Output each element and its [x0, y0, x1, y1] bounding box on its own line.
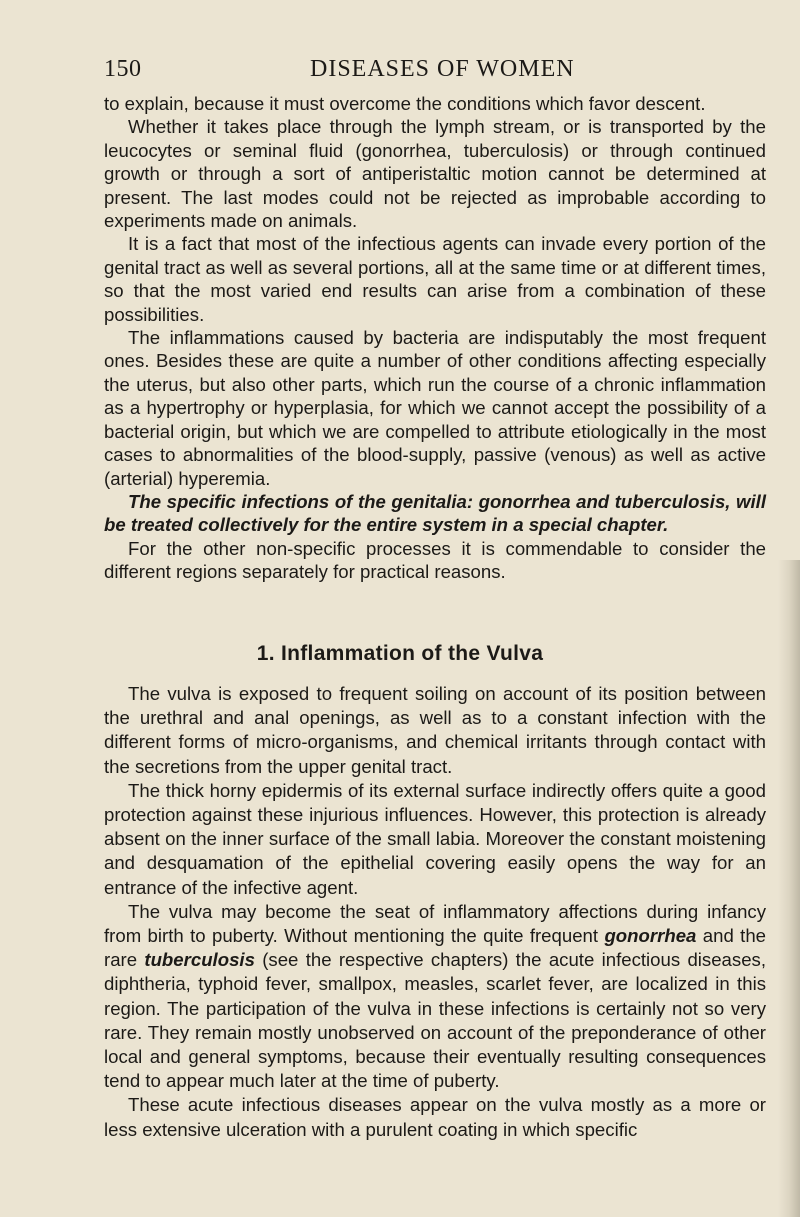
paragraph: These acute infectious diseases appear on the vulva mostly as a more or less extensive ulceration with a purulent coating in which specific	[104, 1094, 766, 1140]
paragraph: to explain, because it must overcome the conditions which favor descent.	[104, 93, 706, 114]
body-text-bottom	[104, 682, 766, 1142]
page-number: 150	[104, 56, 142, 82]
paragraph: It is a fact that most of the infectious agents can invade every portion of the genital tract as well as several portions, all at the same time or at different times, so that the most varied end results can arise from a combination of these possibilities.	[104, 233, 766, 325]
emphasis-tuberculosis: tuberculosis	[144, 949, 255, 971]
paragraph	[104, 900, 766, 1094]
text-run: and the rare	[104, 925, 767, 971]
paragraph: Whether it takes place through the lymph stream, or is transported by the leucocytes or seminal fluid (gonorrhea, tuberculosis) or through continued growth or through a sort of antiperistaltic motion cannot be determined at present. The last modes could not be rejected as improbable according to experiments made on animals.	[104, 116, 766, 232]
paragraph: The thick horny epidermis of its external surface indirectly offers quite a good protection against these injurious influences. However, this protection is already absent on the inner surface of the small labia. Moreover the constant moistening and desquamation of the epithelial covering easily opens the way for an entrance of the infective agent.	[104, 779, 766, 898]
running-head: DISEASES OF WOMEN	[310, 56, 575, 82]
paragraph: The vulva is exposed to frequent soiling on account of its position between the urethral and anal openings, as well as to a constant infection with the different forms of micro-organisms, and chemical irritants through contact with the secretions from the upper genital tract.	[104, 683, 766, 777]
paragraph: For the other non-specific processes it is commendable to consider the different regions separately for practical reasons.	[104, 537, 766, 583]
text-run: (see the respective chapters) the acute infectious diseases, diphtheria, typhoid fever, smallpox, measles, scarlet fever, are localized in this region. The participation of the vulva in these infections is certainly not so very rare. They remain mostly unobserved on account of the preponderance of other local and general symptoms, because their eventually resulting consequences tend to appear much later at the time of puberty.	[104, 949, 766, 1092]
emphasis-gonorrhea: gonorrhea	[604, 925, 697, 947]
specific-infections-note: The specific infections of the genitalia: gonorrhea and tuberculosis, will be treated collectively for the entire system in a special chapter.	[104, 490, 766, 536]
text-run: The vulva may become the seat of inflammatory affections during infancy from birth to puberty. Without mentioning the quite frequent	[104, 900, 766, 947]
body-text-top	[104, 92, 766, 584]
paragraph: The inflammations caused by bacteria are indisputably the most frequent ones. Besides these are quite a number of other conditions affecting especially the uterus, but also other parts, which run the course of a chronic inflammation as a hypertrophy or hyperplasia, for which we cannot accept the possibility of a bacterial origin, but which we are compelled to attribute etiologically in the most cases to abnormalities of the blood-supply, passive (venous) as well as active (arterial) hyperemia.	[104, 327, 766, 489]
page-header	[0, 56, 800, 88]
section-heading: 1. Inflammation of the Vulva	[256, 642, 544, 665]
